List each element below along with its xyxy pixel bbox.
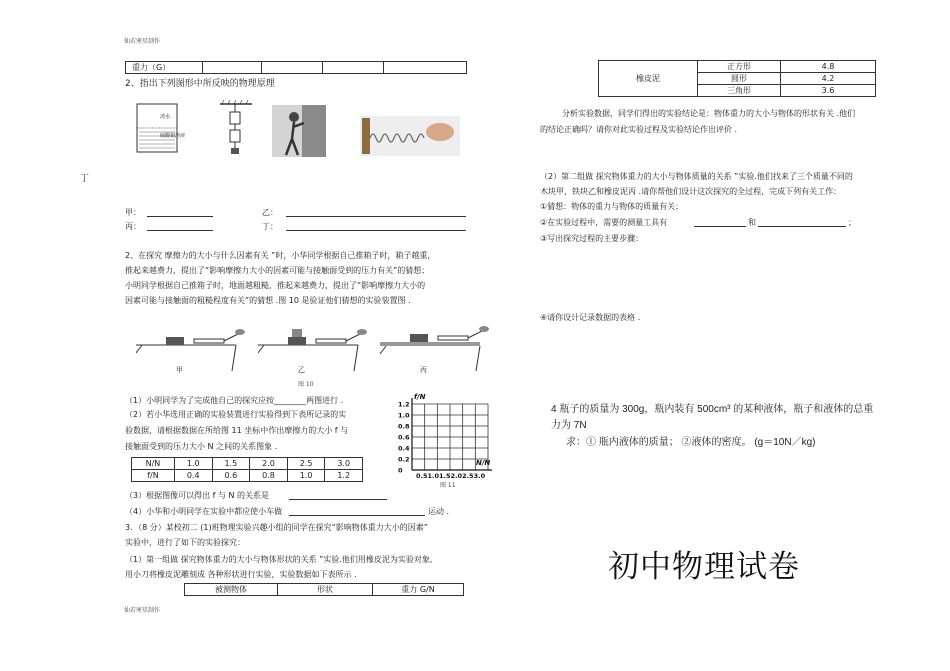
table-row xyxy=(132,458,363,470)
friction-sub-3: （3）根据图像可以得出 f 与 N 的关系是 xyxy=(125,491,270,500)
friction-paragraph-line-1: 2、在探究 摩擦力的大小与什么因素有关 ”时，小华同学根据自己推箱子时，箱子越重， xyxy=(125,251,436,260)
table-cell xyxy=(262,62,323,74)
analysis-line-2: 的结论正确吗？请你对此实验过程及实验结论作出评价 . xyxy=(540,125,738,134)
table-cell: 3.6 xyxy=(781,85,876,97)
part-2-line-1: （2）第二组做 探究物体重力的大小与物体质量的关系 ”实验.他们找来了三个质量不同的 xyxy=(540,172,853,181)
analysis-line-1: 分析实验数据，同学们得出的实验结论是：物体重力的大小与物体的形状有关 .他们 xyxy=(562,109,856,118)
answer-jia-label: 甲： xyxy=(125,208,141,217)
table-cell: 2.0 xyxy=(250,458,288,470)
friction-paragraph-line-3: 小明同学根据自己推箱子时，地面越粗糙，推起来越费力，提出了“影响摩擦力大小的 xyxy=(125,281,426,290)
figure-10-label-yi: 乙 xyxy=(298,366,305,374)
diffusion-beaker-figure xyxy=(133,98,193,158)
friction-sub-2c: 接触面受到的压力大小 N 之间的关系图象 . xyxy=(125,442,278,451)
table-cell xyxy=(384,62,467,74)
table-row xyxy=(185,584,464,596)
part-2-item-3: ③写出探究过程的主要步骤： xyxy=(540,234,644,243)
exam-title: 初中物理试卷 xyxy=(608,549,800,585)
answer-ding-label: 丁： xyxy=(262,222,278,231)
table-cell xyxy=(323,62,384,74)
table-cell: 2.5 xyxy=(287,458,325,470)
answer-ding-blank[interactable] xyxy=(286,222,466,231)
figure-11-caption: 图 11 xyxy=(440,482,456,489)
table-cell: 正方形 xyxy=(698,61,781,73)
table-row xyxy=(132,470,363,482)
problem-4-line-2: 力为 7N xyxy=(551,420,587,431)
graph-y-tick: 0 xyxy=(398,466,403,475)
friction-sub-4-end: 运动 . xyxy=(428,507,450,516)
question-2-title: 2、指出下列图形中所反映的物理原理 xyxy=(125,79,275,89)
part-2-item-1: ①猜想：物体的重力与物体的质量有关； xyxy=(540,202,684,211)
graph-y-tick: 0.6 xyxy=(398,433,410,442)
figure-10-label-bing: 丙 xyxy=(420,366,427,374)
part-2-line-2: 木块甲，铁块乙和橡皮泥丙 .请你帮他们设计这次探究的全过程，完成下列有关工作： xyxy=(540,187,842,196)
spring-scale-figure xyxy=(218,100,254,158)
stretched-spring-photo xyxy=(360,116,460,156)
top-weight-table xyxy=(125,61,467,74)
table-cell: 0.4 xyxy=(174,470,212,482)
figure-10-label-jia: 甲 xyxy=(176,366,183,374)
fig-label-water: 清水 xyxy=(160,114,171,120)
friction-data-table xyxy=(131,457,363,482)
table-cell: 圆形 xyxy=(698,73,781,85)
friction-sub-4-blank[interactable] xyxy=(289,507,425,516)
pushing-wall-photo xyxy=(272,105,326,157)
table-header-cell: 重力 G/N xyxy=(373,584,464,596)
graph-y-tick: 0.8 xyxy=(398,422,410,431)
shape-weight-table-header xyxy=(184,583,464,596)
q3-line-4: 用小刀将橡皮泥雕刻成 各种形状进行实验，实验数据如下表所示 . xyxy=(125,570,357,579)
graph-x-label: N/N xyxy=(476,459,491,467)
answer-jia-blank[interactable] xyxy=(147,208,213,217)
table-cell: 3.0 xyxy=(325,458,363,470)
weight-label-cell: 重力（G） xyxy=(126,62,203,74)
table-cell: 1.0 xyxy=(287,470,325,482)
table-header-cell: 被测物体 xyxy=(185,584,278,596)
friction-sub-3-blank[interactable] xyxy=(289,491,387,500)
friction-sub-4: （4）小华和小明同学在实验中都应使小车做 xyxy=(125,507,283,516)
margin-mark: 丁 xyxy=(80,174,90,184)
q3-line-3: （1）第一组做 探究物体重力的大小与物体形状的关系 ”实验.他们用橡皮泥为实验对象, xyxy=(125,555,433,564)
table-header-cell: 形状 xyxy=(278,584,373,596)
friction-sub-1: （1）小明同学为了完成他自己的探究应按________两图进行 . xyxy=(125,396,344,405)
table-cell: 0.8 xyxy=(250,470,288,482)
friction-sub-2a: （2）若小华选用正确的实验装置进行实验得到下表所记录的实 xyxy=(125,410,347,419)
answer-yi-label: 乙： xyxy=(262,208,278,217)
table-cell: 1.2 xyxy=(325,470,363,482)
problem-4-line-1: 4 瓶子的质量为 300g，瓶内装有 500cm³ 的某种液体，瓶子和液体的总重 xyxy=(551,404,874,415)
friction-paragraph-line-4: 因素可能与接触面的粗糙程度有关”的猜想 .图 10 是验证他们猜想的实验装置图 . xyxy=(125,296,411,305)
part-2-item-2: ②在实验过程中，需要的测量工具有 xyxy=(540,218,668,227)
part-2-item-2-and: 和 xyxy=(748,218,756,227)
semicolon: ； xyxy=(848,218,856,227)
friction-paragraph-line-2: 推起来越费力，提出了“影响摩擦力大小的因素可能与接触面受到的压力有关”的猜想； xyxy=(125,266,430,275)
graph-y-tick: 0.4 xyxy=(398,444,410,453)
header-watermark-top: 仙若寒星制作 xyxy=(124,38,161,45)
graph-y-label: f/N xyxy=(414,393,426,401)
table-cell: 4.8 xyxy=(781,61,876,73)
answer-bing-blank[interactable] xyxy=(147,222,213,231)
answer-yi-blank[interactable] xyxy=(286,208,466,217)
figure-10-caption: 图 10 xyxy=(298,381,314,388)
answer-bing-label: 丙： xyxy=(125,222,141,231)
graph-y-tick: 1.0 xyxy=(398,411,410,420)
table-cell: N/N xyxy=(132,458,175,470)
table-cell: 1.0 xyxy=(174,458,212,470)
table-cell: 0.6 xyxy=(212,470,250,482)
graph-y-tick: 1.2 xyxy=(398,400,410,409)
figure-10-bing xyxy=(380,318,492,373)
table-cell xyxy=(203,62,262,74)
figure-10-yi xyxy=(258,318,370,373)
q3-line-2: 实验中，进行了如下的实验探究： xyxy=(125,538,245,547)
tool-blank-1[interactable] xyxy=(694,218,746,227)
table-cell: f/N xyxy=(132,470,175,482)
table-cell: 1.5 xyxy=(212,458,250,470)
fig-label-copper-sulfate: 硫酸铜溶液 xyxy=(160,133,186,139)
figure-10-jia xyxy=(136,323,246,373)
graph-y-tick: 0.2 xyxy=(398,455,410,464)
putty-shape-table xyxy=(598,60,876,97)
table-row xyxy=(599,61,876,73)
part-2-item-4: ④请你设计记录数据的表格 . xyxy=(540,313,641,322)
footer-watermark: 仙若寒星制作 xyxy=(124,607,161,614)
q3-line-1: 3．（8 分）某校初二 (1)班物理实验兴趣小组的同学在探究“影响物体重力大小的因素” xyxy=(125,523,428,532)
table-cell: 三角形 xyxy=(698,85,781,97)
tool-blank-2[interactable] xyxy=(758,218,846,227)
friction-sub-2b: 验数据，请根据数据在所给图 11 坐标中作出摩擦力的大小 f 与 xyxy=(125,426,349,435)
figure-11-graph xyxy=(398,392,498,488)
table-object-cell: 橡皮泥 xyxy=(599,61,698,97)
problem-4-line-3: 求：① 瓶内液体的质量； ②液体的密度。 (g＝10N／kg) xyxy=(566,437,816,448)
table-cell: 4.2 xyxy=(781,73,876,85)
graph-x-ticks: 0.51.01.52.02.53.0 xyxy=(416,472,486,480)
